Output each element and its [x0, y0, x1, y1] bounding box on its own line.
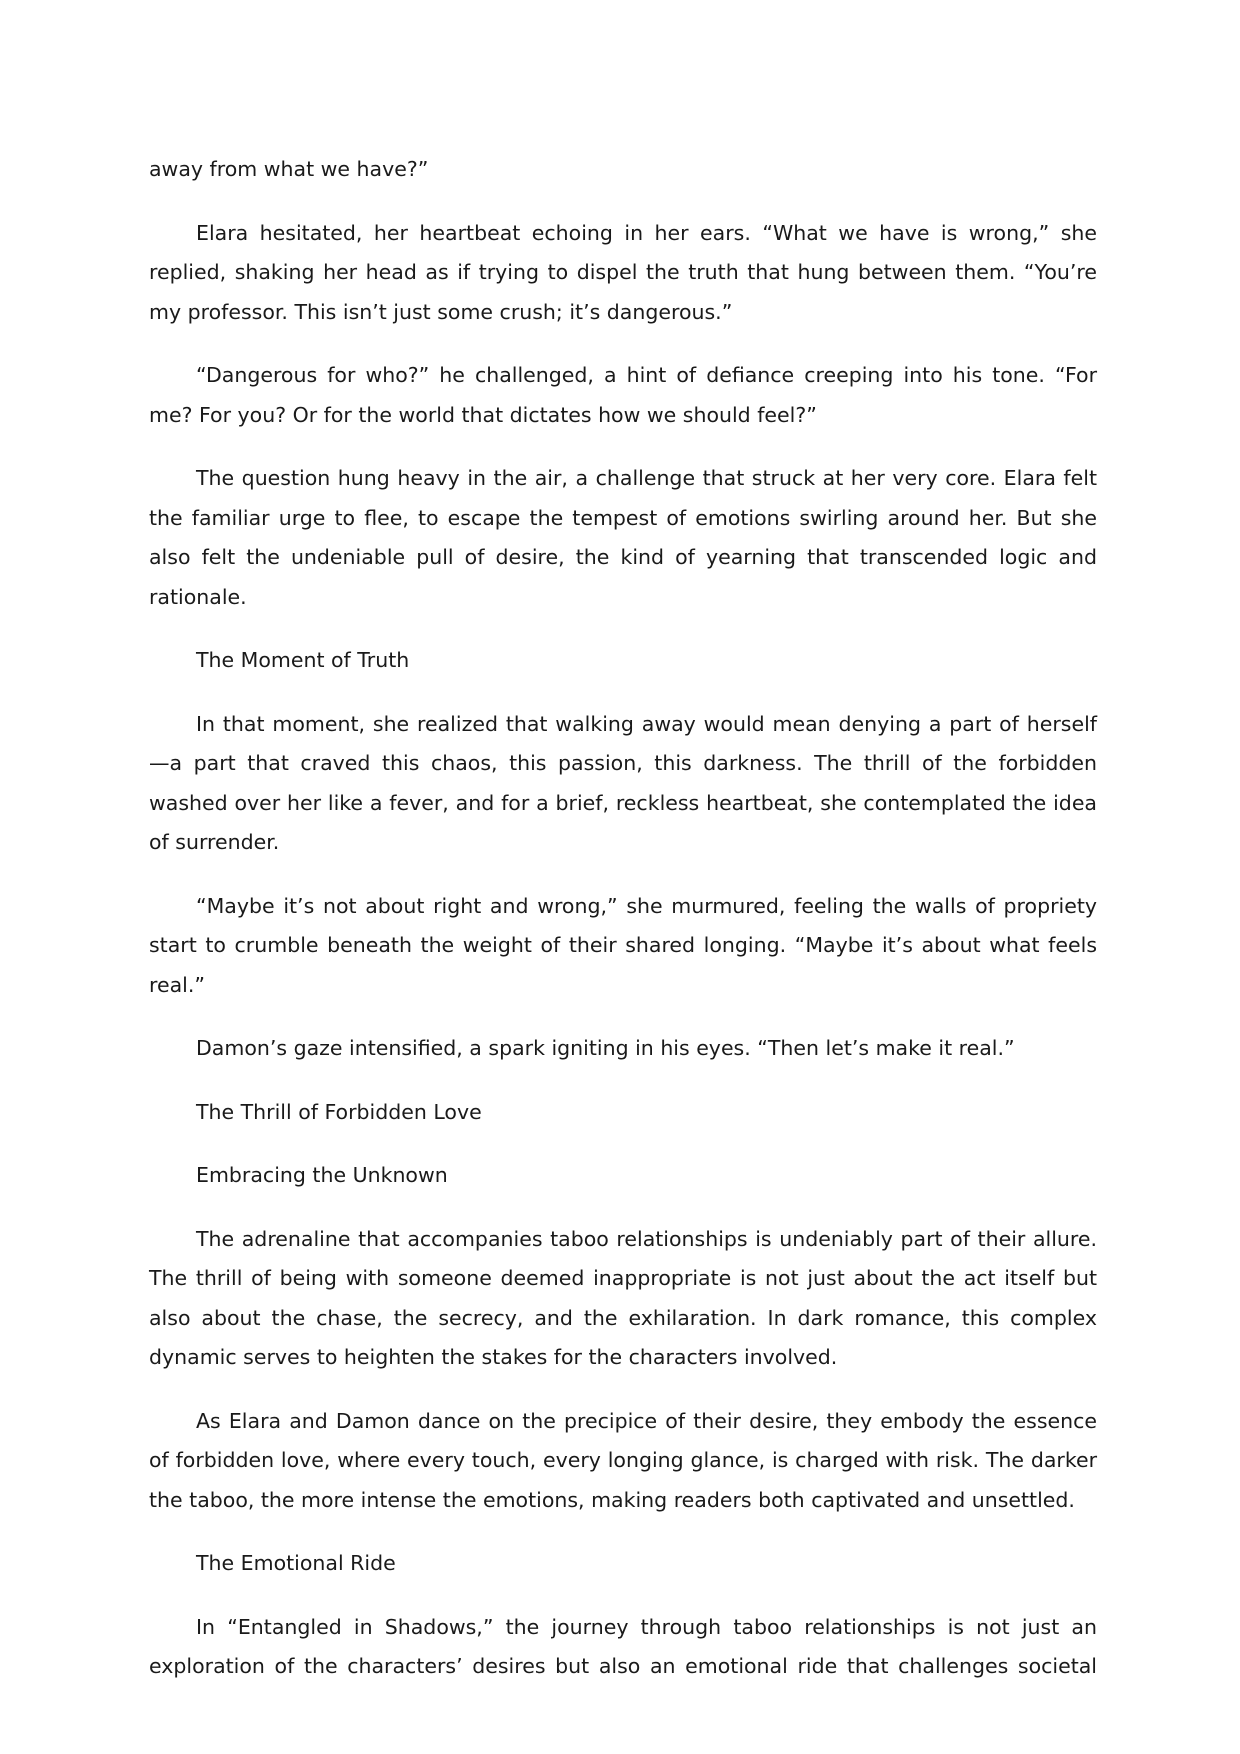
- paragraph: “Maybe it’s not about right and wrong,” she murmured, feeling the walls of propriety start to crumble beneath the weight of their shared longing. “Maybe it’s about what feels real.”: [149, 893, 1097, 997]
- body-text: [149, 150, 1097, 1711]
- section-heading: The Emotional Ride: [196, 1551, 396, 1575]
- section-heading: Embracing the Unknown: [196, 1163, 448, 1187]
- paragraph: In “Entangled in Shadows,” the journey through taboo relationships is not just an exploration of the characters’ desires but also an emotional ride that challenges societal: [149, 1614, 1097, 1678]
- paragraph: As Elara and Damon dance on the precipice of their desire, they embody the essence of forbidden love, where every touch, every longing glance, is charged with risk. The darker the taboo, the more intense the emotions, making readers both captivated and unsettled.: [149, 1408, 1097, 1512]
- paragraph: Elara hesitated, her heartbeat echoing in her ears. “What we have is wrong,” she replied, shaking her head as if trying to dispel the truth that hung between them. “You’re my professor. This isn’t just some crush; it’s dangerous.”: [149, 220, 1097, 324]
- paragraph: In that moment, she realized that walking away would mean denying a part of herself—a part that craved this chaos, this passion, this darkness. The thrill of the forbidden washed over her like a fever, and for a brief, reckless heartbeat, she contemplated the idea of surrender.: [149, 711, 1097, 854]
- paragraph: Damon’s gaze intensified, a spark igniting in his eyes. “Then let’s make it real.”: [196, 1036, 1015, 1060]
- paragraph: The adrenaline that accompanies taboo relationships is undeniably part of their allure. The thrill of being with someone deemed inappropriate is not just about the act itself but also about the chase, the secrecy, and the exhilaration. In dark romance, this complex dynamic serves to heighten the stakes for the characters involved.: [149, 1226, 1097, 1369]
- paragraph: The question hung heavy in the air, a challenge that struck at her very core. Elara felt the familiar urge to flee, to escape the tempest of emotions swirling around her. But she also felt the undeniable pull of desire, the kind of yearning that transcended logic and rationale.: [149, 466, 1097, 609]
- section-heading: The Thrill of Forbidden Love: [196, 1099, 482, 1124]
- paragraph: “Dangerous for who?” he challenged, a hint of defiance creeping into his tone. “For me? For you? Or for the world that dictates how we should feel?”: [149, 363, 1097, 427]
- paragraph-continuation: away from what we have?”: [149, 157, 429, 181]
- section-heading: The Moment of Truth: [196, 648, 410, 672]
